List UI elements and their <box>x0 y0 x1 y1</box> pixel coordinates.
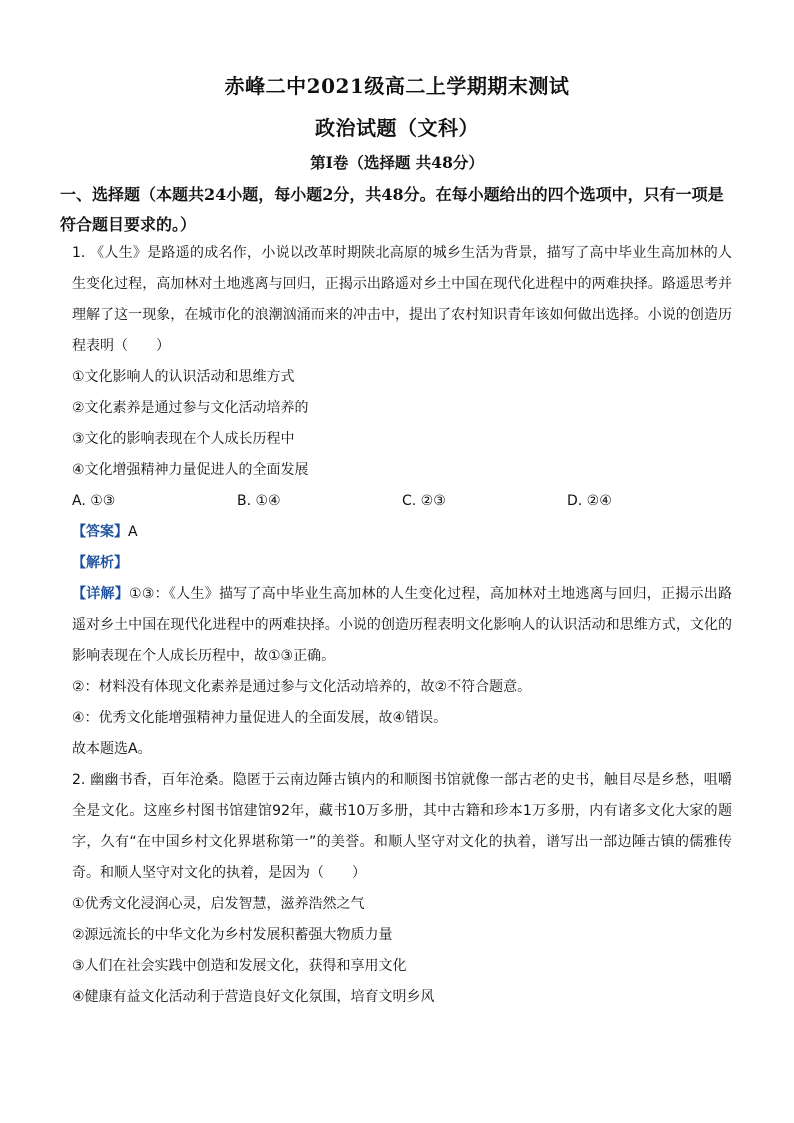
q1-item-1: ①文化影响人的认识活动和思维方式 <box>72 369 295 385</box>
exam-subtitle: 政治试题（文科） <box>315 116 479 140</box>
q1-item-4: ④文化增强精神力量促进人的全面发展 <box>72 462 309 478</box>
q1-item-2: ②文化素养是通过参与文化活动培养的 <box>72 400 309 416</box>
question-content <box>72 238 732 1013</box>
q1-option-a: A. ①③ <box>72 493 116 509</box>
analysis-label: 【解析】 <box>72 555 128 571</box>
volume-heading: 第Ⅰ卷（选择题 共48分） <box>310 153 484 172</box>
detail-text: ①③：《人生》描写了高中毕业生高加林的人生变化过程，高加林对土地逃离与回归，正揭示出路遥对乡土中国在现代化进程中的两难抉择。小说的创造历程表明文化影响人的认识活动和思维方式，文化的影响表现在个人成长历程中，故①③正确。 <box>72 586 733 664</box>
q1-detail <box>72 579 732 672</box>
q1-note-4: ④：优秀文化能增强精神力量促进人的全面发展，故④错误。 <box>72 710 448 726</box>
q2-item-1: ①优秀文化浸润心灵，启发智慧，滋养浩然之气 <box>72 896 365 912</box>
q1-item-3: ③文化的影响表现在个人成长历程中 <box>72 431 295 447</box>
q2-item-4: ④健康有益文化活动利于营造良好文化氛围，培育文明乡风 <box>72 989 435 1005</box>
q1-option-c: C. ②③ <box>402 493 446 509</box>
q1-option-d: D. ②④ <box>567 493 612 509</box>
answer-value: A <box>128 524 138 540</box>
q2-item-2: ②源远流长的中华文化为乡村发展积蓄强大物质力量 <box>72 927 393 943</box>
detail-label: 【详解】 <box>72 586 130 602</box>
q1-analysis <box>72 548 732 579</box>
q1-conclusion: 故本题选A。 <box>72 741 152 757</box>
answer-label: 【答案】 <box>72 524 128 540</box>
q1-stem: 1. 《人生》是路遥的成名作，小说以改革时期陕北高原的城乡生活为背景，描写了高中毕业生高加林的人生变化过程，高加林对土地逃离与回归，正揭示出路遥对乡土中国在现代化进程中的两难抉择。路遥思考并理解了这一现象，在城市化的浪潮汹涌而来的冲击中，提出了农村知识青年该如何做出选择。小说的创造历程表明（ ） <box>72 245 732 354</box>
q1-option-b: B. ①④ <box>237 493 281 509</box>
q2-item-3: ③人们在社会实践中创造和发展文化，获得和享用文化 <box>72 958 407 974</box>
q2-stem: 2. 幽幽书香，百年沧桑。隐匿于云南边陲古镇内的和顺图书馆就像一部古老的史书，触目尽是乡愁，咀嚼全是文化。这座乡村图书馆建馆92年，藏书10万多册，其中古籍和珍本1万多册，内有诸多文化大家的题字，久有“在中国乡村文化界堪称第一”的美誉。和顺人坚守对文化的执着，谱写出一部边陲古镇的儒雅传奇。和顺人坚守对文化的执着，是因为（ ） <box>72 772 732 881</box>
section-heading: 一、选择题（本题共24小题，每小题2分，共48分。在每小题给出的四个选项中，只有一项是符合题目要求的。） <box>60 185 724 234</box>
exam-title: 赤峰二中2021级高二上学期期末测试 <box>224 74 570 98</box>
q1-note-2: ②：材料没有体现文化素养是通过参与文化活动培养的，故②不符合题意。 <box>72 679 532 695</box>
q1-answer <box>72 517 732 548</box>
q1-options <box>72 486 732 517</box>
